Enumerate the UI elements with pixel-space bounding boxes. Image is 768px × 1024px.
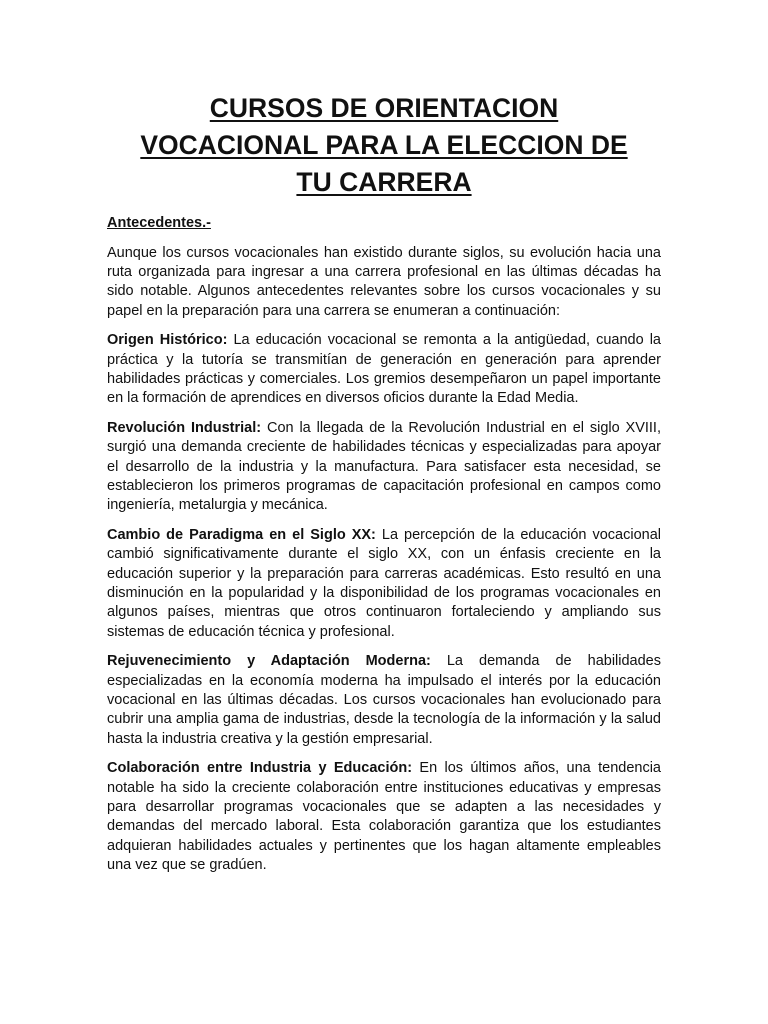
paragraph-text: En los últimos años, una tendencia notable ha sido la creciente colaboración entre instituciones educativas y empresas para desarrollar programas vocacionales que se adapten a las necesidades y demandas del mercado laboral. Esta colaboración garantiza que los estudiantes adquieran habilidades actuales y pertinentes que los hagan altamente empleables una vez que se gradúen. [107, 760, 661, 874]
paragraph-revolucion-industrial [107, 419, 661, 516]
paragraph-origen-historico [107, 331, 661, 409]
paragraph-heading: Colaboración entre Industria y Educación: [107, 760, 413, 777]
title-line-2: VOCACIONAL PARA LA ELECCION DE [140, 130, 628, 160]
paragraph-colaboracion [107, 759, 661, 875]
paragraph-heading: Rejuvenecimiento y Adaptación Moderna: [107, 653, 431, 670]
title-line-3: TU CARRERA [296, 167, 472, 197]
paragraph-rejuvenecimiento [107, 652, 661, 749]
intro-paragraph: Aunque los cursos vocacionales han existido durante siglos, su evolución hacia una ruta organizada para ingresar a una carrera profesional en las últimas décadas ha sido notable. Algunos antecedentes relevantes sobre los cursos vocacionales y su papel en la preparación para una carrera se enumeran a continuación: [107, 244, 661, 319]
paragraph-cambio-de-paradigma [107, 526, 661, 642]
section-heading-antecedentes: Antecedentes.- [107, 215, 211, 231]
paragraph-text: La demanda de habilidades especializadas en la economía moderna ha impulsado el interés por la educación vocacional en las últimas décadas. Los cursos vocacionales han evolucionado para cubrir una amplia gama de industrias, desde la tecnología de la información y la salud hasta la industria creativa y la gestión empresarial. [107, 653, 661, 747]
title-line-1: CURSOS DE ORIENTACION [209, 93, 559, 123]
paragraph-text: La percepción de la educación vocacional cambió significativamente durante el siglo XX, con un énfasis creciente en la educación superior y la preparación para carreras académicas. Esto resultó en una disminución en la popularidad y la disponibilidad de los programas vocacionales en algunos países, mientras que otros continuaron fortaleciendo y ampliando sus sistemas de educación técnica y profesional. [107, 526, 661, 640]
paragraph-text: La educación vocacional se remonta a la antigüedad, cuando la práctica y la tutoría se transmitían de generación en generación para aprender habilidades prácticas y comerciales. Los gremios desempeñaron un papel importante en la formación de aprendices en diversos oficios durante la Edad Media. [107, 332, 661, 407]
paragraph-text: Con la llegada de la Revolución Industrial en el siglo XVIII, surgió una demanda creciente de habilidades técnicas y especializadas para apoyar el desarrollo de la industria y la manufactura. Para satisfacer esta necesidad, se establecieron los primeros programas de capacitación profesional en campos como ingeniería, metalurgia y mecánica. [107, 419, 661, 514]
paragraph-heading: Revolución Industrial: [107, 419, 262, 436]
paragraph-heading: Origen Histórico: [107, 332, 228, 349]
paragraph-heading: Cambio de Paradigma en el Siglo XX: [107, 526, 376, 543]
document-title [107, 90, 661, 201]
